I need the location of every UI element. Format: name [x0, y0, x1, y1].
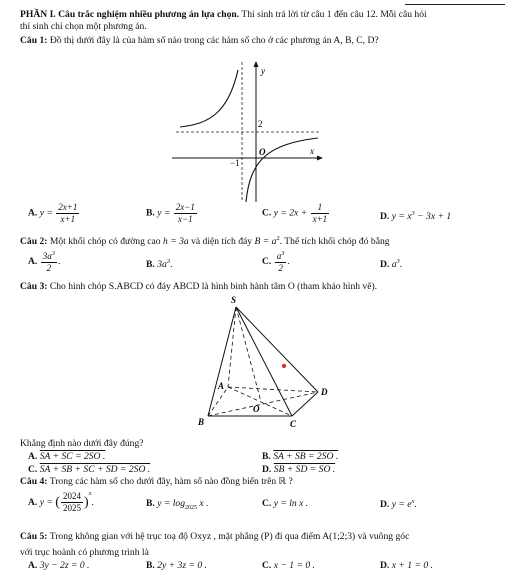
q5-option-d-expr: x + 1 = 0 . — [391, 560, 433, 571]
q4-option-d-expr-a: y = e — [391, 499, 412, 511]
q3-option-c-letter: C. — [28, 464, 38, 475]
q3-option-c[interactable] — [28, 464, 150, 475]
q3-center-o: O — [253, 404, 260, 414]
q2-option-c[interactable]: C. $\frac{a^3}{2}$ . — [262, 250, 290, 273]
q2-option-c-num-exp: 3 — [281, 250, 285, 257]
q3-red-dot — [282, 364, 286, 368]
q2-option-b-letter: B. — [146, 259, 155, 271]
q2-label: Câu 2: — [20, 236, 48, 248]
part-instruction-1: Thí sinh trả lời từ câu 1 đến câu 12. Mỗi câu hỏi — [241, 9, 427, 20]
q1-y-arrow — [254, 61, 259, 67]
part-heading: PHẦN I. Câu trắc nghiệm nhiều phương án lựa chọn. — [20, 9, 240, 20]
q1-option-d-expr-a: y = x — [391, 211, 412, 223]
q3-text: Cho hình chóp S.ABCD có đáy ABCD là hình bình hành tâm O (tham khảo hình vẽ). — [49, 281, 378, 292]
q4-stem — [20, 476, 293, 487]
q3-question: Khẳng định nào dưới đây đúng? — [20, 438, 144, 449]
q4-option-a-den: 2025 — [62, 503, 81, 514]
q3-edge-sc — [236, 307, 292, 416]
q3-diagonal-bd — [208, 392, 318, 416]
q4-option-c-expr: y = ln x . — [273, 498, 309, 509]
q5-option-b-expr: 2y + 3z = 0 . — [157, 560, 207, 571]
q1-option-d-exp: 3 — [411, 210, 415, 217]
q4-option-c-letter: C. — [262, 498, 272, 509]
q1-label-m1: −1 — [230, 158, 240, 168]
q1-option-b-num: 2x−1 — [175, 202, 195, 212]
q1-option-b-lhs: y = — [157, 207, 171, 219]
q3-option-d-expr: SB + SD = SO . — [273, 464, 336, 475]
q3-option-d-letter: D. — [262, 464, 272, 475]
q1-option-c-num: 1 — [311, 203, 330, 214]
q1-option-c-lhs: y = 2x + — [273, 207, 308, 219]
q3-edge-cd — [292, 392, 318, 416]
q1-stem — [20, 35, 379, 46]
q3-option-b-expr: SA + SB = 2SO . — [273, 451, 339, 462]
q3-edge-sd — [236, 307, 318, 392]
q2-option-c-fraction — [275, 251, 287, 273]
q1-curve-left — [180, 70, 238, 127]
q3-option-a-expr: SA + SC = 2SO . — [39, 451, 106, 462]
q5-option-b[interactable] — [146, 560, 207, 571]
q5-stem-1 — [20, 531, 409, 542]
q2-option-d-exp: 3 — [396, 258, 400, 265]
q2-option-a-num-exp: 3 — [51, 250, 55, 257]
q4-option-a-fraction — [61, 492, 83, 513]
q2-option-d-letter: D. — [380, 259, 390, 271]
q1-option-b[interactable] — [146, 203, 198, 224]
q5-option-c-letter: C. — [262, 560, 272, 571]
q1-option-a[interactable] — [28, 203, 80, 224]
q3-option-a[interactable] — [28, 451, 105, 462]
q5-text-1: Trong không gian với hệ trục toạ độ Oxyz , mặt phẳng (P) đi qua điểm A(1;2;3) và vuông góc — [49, 531, 410, 542]
q1-label: Câu 1: — [20, 35, 48, 46]
q3-edge-ad — [228, 387, 318, 392]
q4-option-a-num: 2024 — [62, 491, 81, 502]
q1-option-b-letter: B. — [146, 207, 155, 219]
q4-text: Trong các hàm số cho dưới đây, hàm số nào đồng biến trên ℝ ? — [49, 476, 293, 487]
q3-pyramid-figure — [170, 292, 350, 432]
q5-option-a-expr: 3y − 2z = 0 . — [39, 560, 90, 571]
q1-label-2: 2 — [258, 119, 263, 129]
q2-option-c-num: a — [276, 251, 282, 261]
q5-label: Câu 5: — [20, 531, 48, 542]
q2-base: B = a — [254, 236, 277, 248]
q1-x-label: x — [310, 146, 314, 156]
q2-option-c-letter: C. — [262, 256, 272, 268]
q4-option-b-letter: B. — [146, 498, 155, 509]
q3-stem — [20, 281, 377, 292]
q3-vertex-c: C — [290, 419, 297, 429]
q3-vertex-b: B — [198, 417, 205, 427]
q5-option-a[interactable] — [28, 560, 89, 571]
q2-option-d[interactable]: D. $a^3$. — [380, 258, 403, 271]
q4-option-d-exp: x — [411, 498, 415, 505]
q5-stem-2: với trục hoành có phương trình là — [20, 547, 149, 558]
q3-vertex-d: D — [321, 387, 328, 397]
q1-option-c-letter: C. — [262, 207, 272, 219]
q1-option-b-fraction — [174, 203, 197, 224]
q1-option-a-num: 2x+1 — [58, 202, 78, 212]
q2-option-c-den: 2 — [278, 263, 283, 273]
q4-option-a-lhs: y = — [39, 497, 53, 508]
q4-option-a[interactable]: A. y = ( $\frac{2024}{2025}$ )$^x$. — [28, 490, 94, 514]
q5-option-d-letter: D. — [380, 560, 390, 571]
q3-edge-sb — [208, 307, 236, 416]
q3-vertex-s: S — [231, 295, 237, 305]
q1-y-label: y — [261, 66, 265, 76]
q2-option-a-letter: A. — [28, 256, 38, 268]
q1-option-b-den: x−1 — [178, 214, 193, 224]
q5-option-d[interactable] — [380, 560, 433, 571]
q1-option-a-lhs: y = — [39, 207, 53, 219]
q2-option-b[interactable]: B. $3a^3$. — [146, 258, 173, 271]
q4-option-a-letter: A. — [28, 497, 38, 508]
q2-option-b-expr: 3a — [157, 259, 167, 271]
q2-stem — [20, 235, 390, 247]
q1-option-d-expr-b: − 3x + 1 — [414, 211, 452, 223]
q1-x-arrow — [317, 156, 323, 161]
q2-text-c: . Thể tích khối chóp đó bằng — [279, 236, 390, 248]
q3-option-b[interactable] — [262, 451, 338, 462]
q2-option-d-expr: a — [391, 259, 397, 271]
q4-option-a-exp: x — [88, 490, 92, 497]
q2-option-a-num: 3a — [42, 251, 52, 261]
q3-edge-sa — [228, 307, 236, 387]
q4-option-b-expr-b: x . — [197, 498, 209, 509]
q4-option-b-sub: 2025 — [185, 504, 198, 511]
q5-option-b-letter: B. — [146, 560, 155, 571]
q4-option-b[interactable] — [146, 498, 208, 511]
q1-option-d[interactable] — [380, 210, 451, 222]
q3-segment-so — [236, 307, 261, 402]
q1-option-a-den: x+1 — [60, 214, 76, 224]
q4-option-d[interactable]: D. $y = e^x$. — [380, 498, 417, 511]
q3-option-c-expr: SA + SB + SC + SD = 2SO . — [39, 464, 151, 475]
q1-curve-right — [246, 138, 318, 202]
q1-option-a-letter: A. — [28, 207, 38, 219]
q4-option-d-letter: D. — [380, 499, 390, 511]
q1-origin: O — [259, 147, 266, 157]
part-heading-line — [20, 9, 427, 20]
q3-diagonal-ac — [228, 387, 292, 416]
q5-option-c[interactable] — [262, 560, 315, 571]
q2-base-exp: 2 — [276, 235, 280, 242]
q4-option-b-expr-a: y = log — [157, 498, 186, 509]
top-rule — [405, 4, 505, 5]
q1-graph — [168, 60, 328, 210]
q1-text: Đồ thị dưới đây là của hàm số nào trong các hàm số cho ở các phương án A, B, C, D? — [49, 35, 379, 46]
q5-option-a-letter: A. — [28, 560, 38, 571]
q1-option-d-letter: D. — [380, 211, 390, 223]
q2-option-a-fraction — [41, 251, 57, 273]
part-instruction-2: thí sinh chỉ chọn một phương án. — [20, 21, 147, 32]
q2-option-a-den: 2 — [46, 263, 52, 273]
q3-vertex-a: A — [218, 381, 225, 391]
q2-option-b-exp: 3 — [166, 258, 171, 265]
q2-option-a[interactable]: A. $\frac{3a^3}{2}$ . — [28, 250, 61, 273]
q1-option-a-fraction — [56, 203, 79, 224]
q4-option-c[interactable] — [262, 498, 308, 509]
q3-edge-ab — [208, 387, 228, 416]
q3-option-b-letter: B. — [262, 451, 271, 462]
q2-height: h = 3a — [163, 236, 189, 248]
q1-option-c-fraction — [311, 203, 330, 224]
q3-label: Câu 3: — [20, 281, 48, 292]
q2-text-b: và diện tích đáy — [191, 236, 253, 248]
q3-option-a-letter: A. — [28, 451, 38, 462]
q1-option-c-den: x+1 — [312, 214, 328, 224]
q5-option-c-expr: x − 1 = 0 . — [273, 560, 315, 571]
q4-label: Câu 4: — [20, 476, 48, 487]
q1-option-c[interactable] — [262, 203, 330, 224]
q3-option-d[interactable] — [262, 464, 335, 475]
q2-text-a: Một khối chóp có đường cao — [49, 236, 161, 248]
